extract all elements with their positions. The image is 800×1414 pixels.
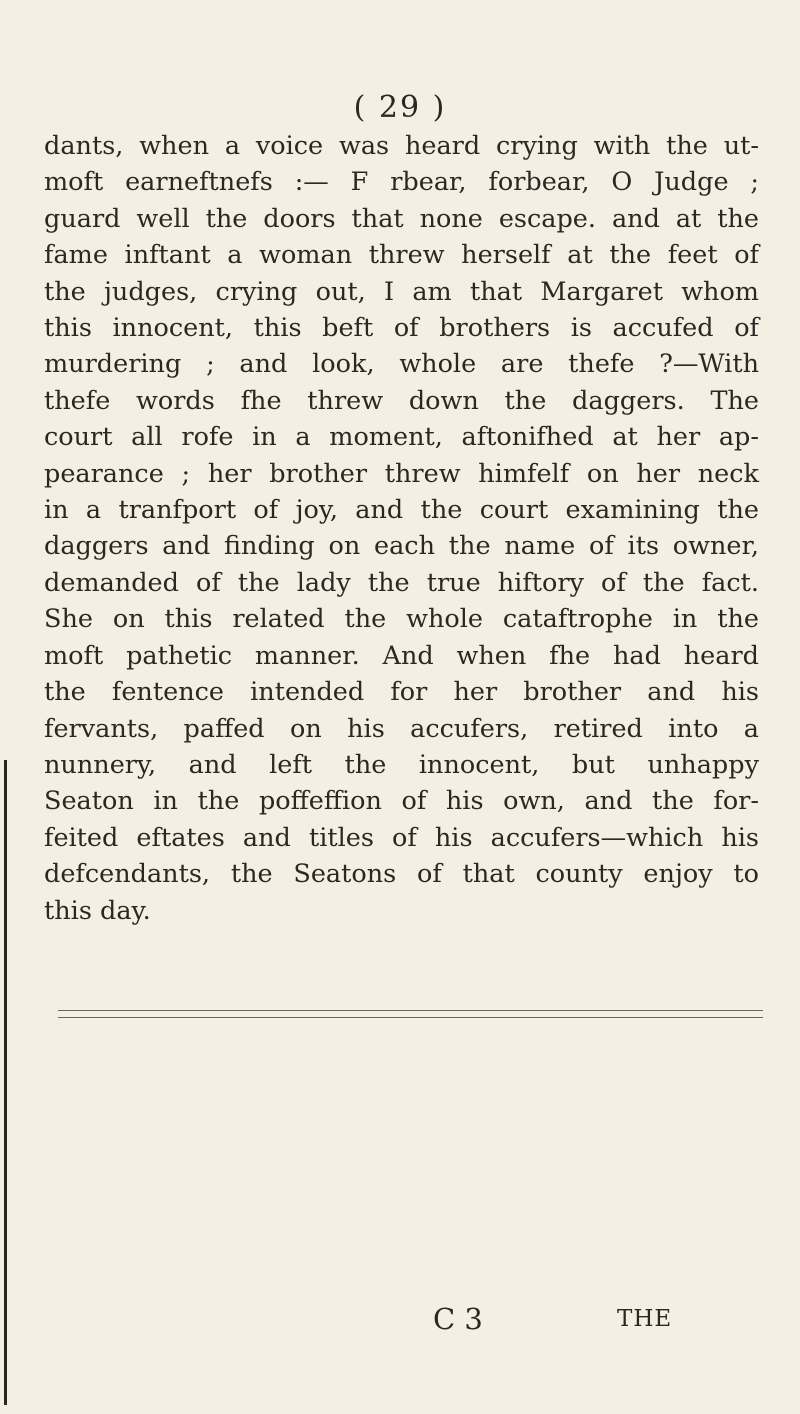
- text-line: thefe words fhe threw down the daggers. The: [44, 385, 759, 416]
- page-edge-rule: [4, 760, 7, 1405]
- divider-rule: [58, 1010, 763, 1011]
- text-line: demanded of the lady the true hiftory of the fact.: [44, 567, 759, 598]
- text-line: court all rofe in a moment, aftonifhed at her ap-: [44, 422, 759, 453]
- body-text: [44, 128, 759, 929]
- text-line: moft pathetic manner. And when fhe had heard: [44, 640, 759, 671]
- text-line: murdering ; and look, whole are thefe ?—With: [44, 349, 759, 380]
- text-line: Seaton in the poffeffion of his own, and the for-: [44, 786, 759, 817]
- text-line: guard well the doors that none escape. and at the: [44, 203, 759, 234]
- page-number: ( 29 ): [353, 90, 447, 125]
- text-line: feited eftates and titles of his accufers—which his: [44, 822, 759, 853]
- text-line: in a tranfport of joy, and the court examining the: [44, 495, 759, 526]
- catchword: THE: [617, 1306, 673, 1332]
- text-line: defcendants, the Seatons of that county enjoy to: [44, 859, 759, 890]
- text-line: moft earneftnefs :— F rbear, forbear, O Judge ;: [44, 167, 759, 198]
- text-line: the fentence intended for her brother and his: [44, 677, 759, 708]
- text-line: this day.: [44, 895, 151, 926]
- text-line: fervants, paffed on his accufers, retired into a: [44, 713, 759, 744]
- text-line: this innocent, this beft of brothers is accufed of: [44, 313, 759, 344]
- text-line: daggers and finding on each the name of its owner,: [44, 531, 759, 562]
- text-line: the judges, crying out, I am that Margaret whom: [44, 276, 759, 307]
- text-line: nunnery, and left the innocent, but unhappy: [44, 749, 759, 780]
- text-line: She on this related the whole cataftrophe in the: [44, 604, 759, 635]
- divider-rule: [58, 1017, 763, 1018]
- text-line: fame inftant a woman threw herself at the feet of: [44, 240, 759, 271]
- text-line: dants, when a voice was heard crying with the ut-: [44, 131, 759, 161]
- text-line: pearance ; her brother threw himfelf on her neck: [44, 458, 759, 489]
- signature-mark: C 3: [433, 1302, 483, 1336]
